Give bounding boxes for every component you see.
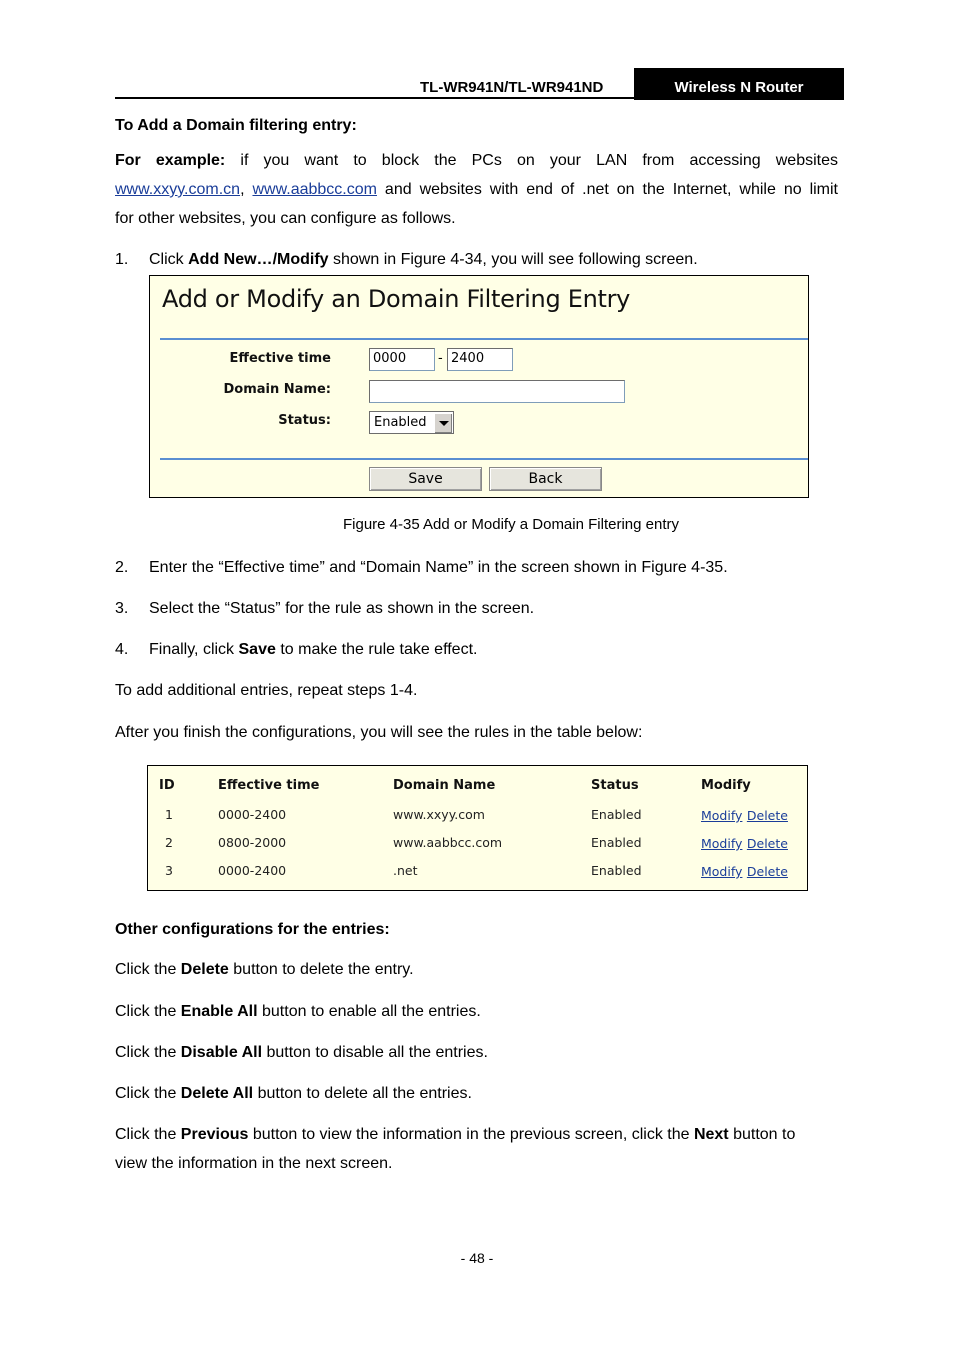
example-line-1: [115, 146, 838, 175]
step-1-slash: /: [272, 251, 278, 268]
status-label: Status:: [278, 413, 331, 428]
row-3-modify-link[interactable]: Modify: [701, 864, 743, 879]
save-button[interactable]: Save: [369, 467, 482, 491]
time-end-input[interactable]: 2400: [447, 348, 513, 371]
other-last-line: view the information in the next screen.: [115, 1155, 393, 1172]
col-header-domain-name: Domain Name: [393, 778, 496, 793]
rules-table: [147, 765, 808, 891]
row-1-delete-link[interactable]: Delete: [746, 808, 788, 823]
step-2-text: Enter the “Effective time” and “Domain Name” in the screen shown in Figure 4-35.: [149, 559, 728, 576]
other-previous-bold: Previous: [180, 1126, 249, 1143]
link-xxyy[interactable]: www.xxyy.com.cn: [115, 181, 241, 198]
step-1-pre: Click: [149, 251, 189, 268]
other-next-post: button to: [728, 1126, 796, 1143]
row-3-actions: [701, 863, 788, 881]
domain-name-input[interactable]: [369, 380, 625, 403]
step-4-pre: Finally, click: [149, 641, 239, 658]
other-delete-post: button to delete the entry.: [228, 961, 414, 978]
row-1-domain: www.xxyy.com: [393, 807, 485, 822]
header-model: TL-WR941N/TL-WR941ND: [420, 79, 604, 96]
status-select[interactable]: [369, 411, 454, 434]
other-disable-all-post: button to disable all the entries.: [262, 1044, 488, 1061]
other-previous-next: [115, 1120, 838, 1149]
row-1-actions: [701, 807, 788, 825]
other-previous-pre: Click the: [115, 1126, 181, 1143]
step-3: [115, 594, 534, 623]
other-delete-all-pre: Click the: [115, 1085, 181, 1102]
time-dash: -: [438, 351, 443, 366]
domain-filter-form-panel: [149, 275, 809, 498]
step-4: [115, 635, 477, 664]
other-disable-all-pre: Click the: [115, 1044, 181, 1061]
row-3-domain: .net: [393, 863, 418, 878]
other-delete-bold: Delete: [180, 961, 229, 978]
other-title: Other configurations for the entries:: [115, 921, 390, 938]
col-header-id: ID: [159, 778, 175, 793]
form-top-rule: [160, 338, 808, 340]
other-previous-mid: button to view the information in the previous screen, click the: [248, 1126, 694, 1143]
other-disable-all-bold: Disable All: [180, 1044, 263, 1061]
step-1-modify: Modify: [277, 251, 329, 268]
step-1-add-new: Add New…: [188, 251, 273, 268]
form-title: Add or Modify an Domain Filtering Entry: [162, 285, 631, 313]
col-header-effective-time: Effective time: [218, 778, 320, 793]
example-label: For example:: [115, 152, 226, 169]
time-start-input[interactable]: 0000: [369, 348, 435, 371]
other-enable-all-pre: Click the: [115, 1003, 181, 1020]
other-delete-all: [115, 1079, 472, 1108]
row-2-modify-link[interactable]: Modify: [701, 836, 743, 851]
row-2-id: 2: [165, 835, 173, 850]
step-1-post: shown in Figure 4-34, you will see following screen.: [328, 251, 698, 268]
other-enable-all-post: button to enable all the entries.: [257, 1003, 481, 1020]
domain-name-label: Domain Name:: [223, 382, 331, 397]
col-header-modify: Modify: [701, 778, 751, 793]
row-2-actions: [701, 835, 788, 853]
row-2-status: Enabled: [591, 835, 642, 850]
example-sep: ,: [240, 181, 253, 198]
after-text: After you finish the configurations, you will see the rules in the table below:: [115, 724, 643, 741]
example-text-2: and websites with end of .net on the Internet, while no limit: [376, 181, 839, 198]
step-4-post: to make the rule take effect.: [275, 641, 478, 658]
chevron-down-icon[interactable]: [434, 413, 452, 433]
header-product-label: Wireless N Router: [634, 68, 844, 100]
other-enable-all-bold: Enable All: [180, 1003, 258, 1020]
row-3-time: 0000-2400: [218, 863, 287, 878]
figure-caption: Figure 4-35 Add or Modify a Domain Filtering entry: [343, 516, 679, 533]
row-1-status: Enabled: [591, 807, 642, 822]
step-3-text: Select the “Status” for the rule as shown in the screen.: [149, 600, 535, 617]
row-1-id: 1: [165, 807, 173, 822]
step-3-number: 3.: [115, 600, 129, 617]
row-2-delete-link[interactable]: Delete: [746, 836, 788, 851]
other-disable-all: [115, 1038, 488, 1067]
other-delete-all-post: button to delete all the entries.: [253, 1085, 472, 1102]
row-2-time: 0800-2000: [218, 835, 287, 850]
row-2-domain: www.aabbcc.com: [393, 835, 503, 850]
repeat-text: To add additional entries, repeat steps 1-4.: [115, 682, 418, 699]
row-3-id: 3: [165, 863, 173, 878]
step-2-number: 2.: [115, 559, 129, 576]
effective-time-label: Effective time: [229, 351, 331, 366]
step-4-number: 4.: [115, 641, 129, 658]
step-1-number: 1.: [115, 251, 129, 268]
row-1-modify-link[interactable]: Modify: [701, 808, 743, 823]
other-enable-all: [115, 997, 481, 1026]
step-4-save: Save: [238, 641, 276, 658]
row-3-status: Enabled: [591, 863, 642, 878]
other-delete: [115, 955, 414, 984]
header-rule: [115, 97, 844, 99]
row-3-delete-link[interactable]: Delete: [746, 864, 788, 879]
section-title: To Add a Domain filtering entry:: [115, 117, 357, 134]
example-text-1: if you want to block the PCs on your LAN from accessing websites: [225, 152, 838, 169]
step-2: [115, 553, 728, 582]
example-line-2: [115, 175, 838, 204]
row-1-time: 0000-2400: [218, 807, 287, 822]
example-line-3: for other websites, you can configure as follows.: [115, 210, 456, 227]
col-header-status: Status: [591, 778, 639, 793]
step-1: [115, 245, 698, 274]
form-bottom-rule: [160, 458, 808, 460]
back-button[interactable]: Back: [489, 467, 602, 491]
other-next-bold: Next: [693, 1126, 729, 1143]
other-delete-pre: Click the: [115, 961, 181, 978]
link-aabbcc[interactable]: www.aabbcc.com: [252, 181, 377, 198]
other-delete-all-bold: Delete All: [180, 1085, 254, 1102]
page-number: - 48 -: [460, 1250, 494, 1266]
status-select-value: Enabled: [374, 415, 427, 430]
